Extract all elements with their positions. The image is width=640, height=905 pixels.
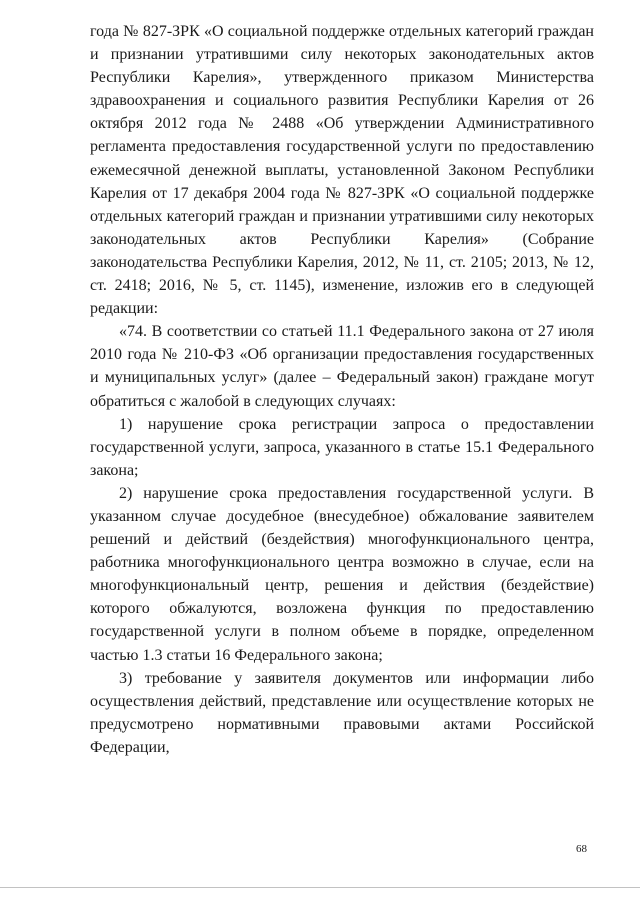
document-body bbox=[90, 20, 594, 759]
paragraph-case-3: 3) требование у заявителя документов или информации либо осуществления действий, представление или осуществление которых не предусмотрено нормативными правовыми актами Российской Федерации, bbox=[90, 669, 594, 756]
paragraph-case-2: 2) нарушение срока предоставления государственной услуги. В указанном случае досудебное (внесудебное) обжалование заявителем решений и действий (бездействия) многофункционального центра, работника многофункционального центра возможно в случае, если на многофункциональный центр, решения и действия (бездействие) которого обжалуются, возложена функция по предоставлению государственной услуги в полном объеме в порядке, определенном частью 1.3 статьи 16 Федерального закона; bbox=[90, 484, 594, 664]
paragraph-case-1: 1) нарушение срока регистрации запроса о предоставлении государственной услуги, запроса, указанного в статье 15.1 Федерального закона; bbox=[90, 415, 594, 479]
paragraph-item-74: «74. В соответствии со статьей 11.1 Федерального закона от 27 июля 2010 года № 210-ФЗ «Об организации предоставления государственных и муниципальных услуг» (далее – Федеральный закон) граждане могут обратиться с жалобой в следующих случаях: bbox=[90, 323, 594, 410]
scan-bottom-edge bbox=[0, 887, 640, 888]
page-number: 68 bbox=[576, 843, 587, 855]
paragraph-order-continuation: года № 827-ЗРК «О социальной поддержке отдельных категорий граждан и признании утратившими силу некоторых законодательных актов Республики Карелия», утвержденного приказом Министерства здравоохранения и социального развития Республики Карелия от 26 октября 2012 года № 2488 «Об утверждении Административного регламента предоставления государственной услуги по предоставлению ежемесячной денежной выплаты, установленной Законом Республики Карелия от 17 декабря 2004 года № 827-ЗРК «О социальной поддержке отдельных категорий граждан и признании утратившими силу некоторых законодательных актов Республики Карелия» (Собрание законодательства Республики Карелия, 2012, № 11, ст. 2105; 2013, № 12, ст. 2418; 2016, № 5, ст. 1145), изменение, изложив его в следующей редакции: bbox=[90, 23, 594, 318]
